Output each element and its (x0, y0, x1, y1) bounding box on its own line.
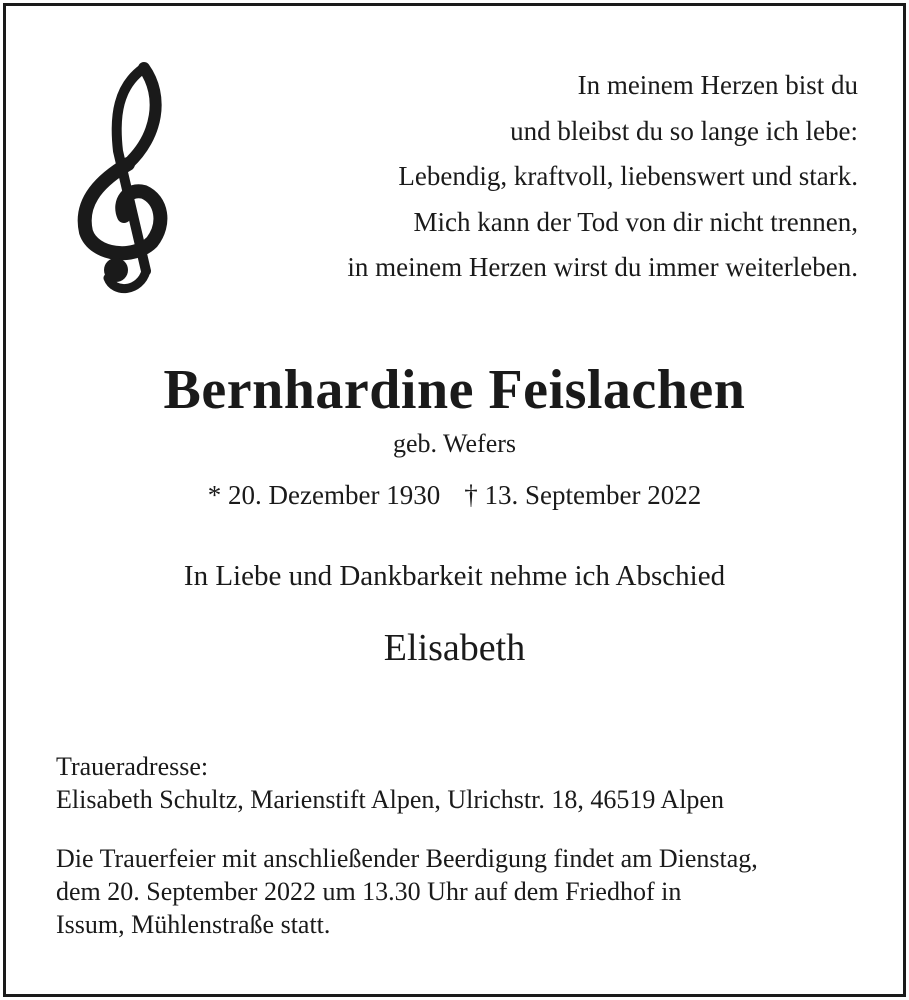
mourning-address (56, 750, 724, 816)
signer-name: Elisabeth (383, 627, 526, 669)
poem-line: in meinem Herzen wirst du immer weiterleben. (347, 252, 858, 282)
poem (347, 63, 858, 291)
poem-line: und bleibst du so lange ich lebe: (510, 115, 858, 146)
birth-name: geb. Wefers (392, 429, 517, 458)
service-info (56, 842, 896, 941)
service-line: dem 20. September 2022 um 13.30 Uhr auf dem Friedhof in (56, 877, 682, 906)
poem-line: In meinem Herzen bist du (577, 70, 858, 100)
deceased-name: Bernhardine Feislachen (163, 359, 746, 421)
service-line: Die Trauerfeier mit anschließender Beerdigung findet am Dienstag, (56, 844, 758, 873)
poem-line: Lebendig, kraftvoll, liebenswert und stark. (398, 161, 858, 191)
death-date: † 13. September 2022 (464, 480, 702, 510)
birth-date: * 20. Dezember 1930 (207, 480, 441, 510)
treble-clef-icon (72, 56, 172, 296)
service-line: Issum, Mühlenstraße statt. (56, 910, 331, 939)
farewell-text: In Liebe und Dankbarkeit nehme ich Abschied (183, 560, 726, 592)
poem-line: Mich kann der Tod von dir nicht trennen, (413, 206, 858, 237)
address-label: Traueradresse: (56, 752, 209, 781)
life-dates (6, 480, 903, 511)
address-value: Elisabeth Schultz, Marienstift Alpen, Ulrichstr. 18, 46519 Alpen (56, 785, 724, 814)
obituary-notice (3, 3, 906, 997)
